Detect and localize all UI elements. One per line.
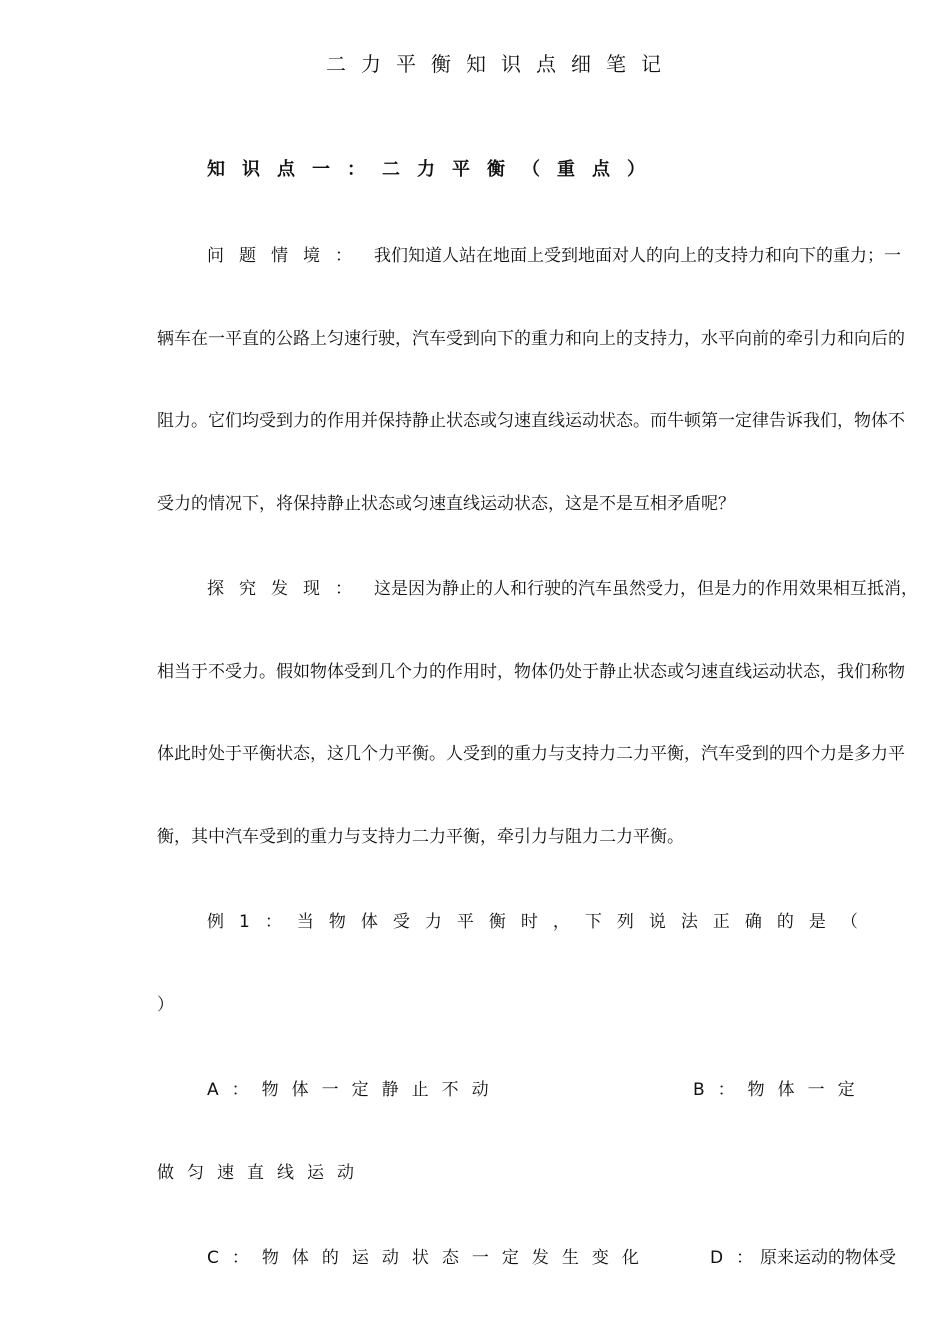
discover-line-1: 这是因为静止的人和行驶的汽车虽然受力，但是力的作用效果相互抵消， <box>374 579 918 599</box>
discover-line-3: 体此时处于平衡状态，这几个力平衡。人受到的重力与支持力二力平衡，汽车受到的四个力是多力平 <box>157 744 905 764</box>
option-b-continued: 做匀速直线运动 <box>157 1163 367 1183</box>
discover-label: 探究发现： <box>207 579 367 599</box>
scenario-line-2: 辆车在一平直的公路上匀速行驶，汽车受到向下的重力和向上的支持力，水平向前的牵引力和向后的 <box>157 329 905 349</box>
option-b: B：物体一定 <box>693 1080 868 1100</box>
discover-line-4: 衡，其中汽车受到的重力与支持力二力平衡，牵引力与阻力二力平衡。 <box>157 827 684 847</box>
scenario-line-4: 受力的情况下，将保持静止状态或匀速直线运动状态，这是不是互相矛盾呢？ <box>157 494 735 514</box>
scenario-line-1: 我们知道人站在地面上受到地面对人的向上的支持力和向下的重力；一 <box>374 246 901 266</box>
option-d-text: 原来运动的物体受 <box>760 1248 896 1268</box>
option-d-label: D： <box>710 1248 767 1268</box>
discover-line-2: 相当于不受力。假如物体受到几个力的作用时，物体仍处于静止状态或匀速直线运动状态，我们称物 <box>157 662 905 682</box>
section-heading: 知识点一：二力平衡（重点） <box>207 159 662 180</box>
option-c: C：物体的运动状态一定发生变化 <box>207 1248 652 1268</box>
document-title: 二力平衡知识点细笔记 <box>326 52 676 76</box>
scenario-line-3: 阻力。它们均受到力的作用并保持静止状态或匀速直线运动状态。而牛顿第一定律告诉我们，物体不 <box>157 411 905 431</box>
example-question: 例1：当物体受力平衡时，下列说法正确的是（ <box>207 912 873 932</box>
example-close-paren: ） <box>157 995 174 1015</box>
option-a: A：物体一定静止不动 <box>207 1080 502 1100</box>
scenario-label: 问题情境： <box>207 246 367 266</box>
